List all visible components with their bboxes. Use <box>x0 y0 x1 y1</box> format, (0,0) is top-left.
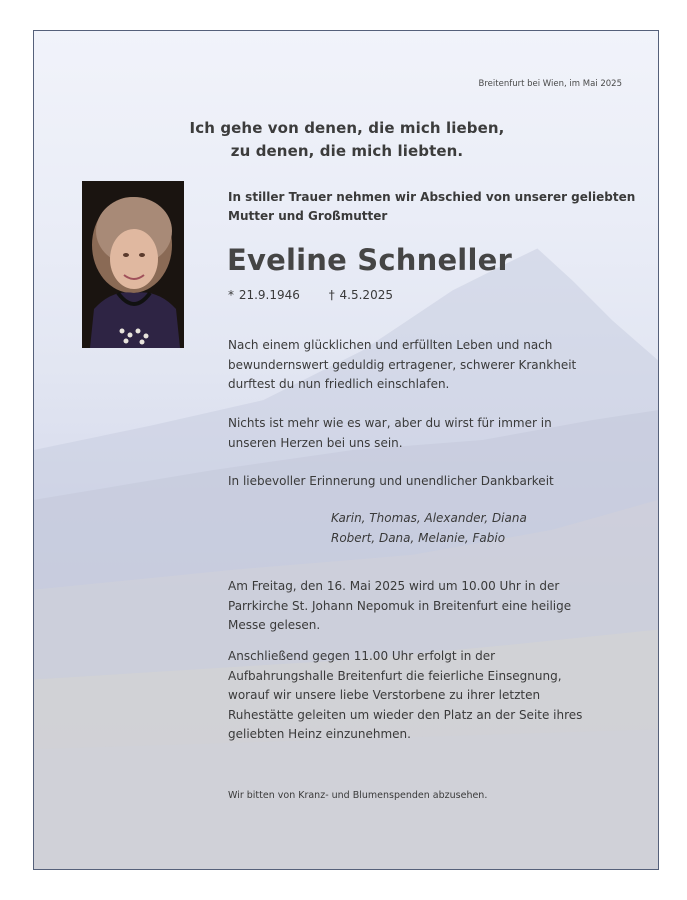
family-line: Robert, Dana, Melanie, Fabio <box>331 531 506 545</box>
paragraph-gratitude: In liebevoller Erinnerung und unendlicher Dankbarkeit <box>228 474 554 488</box>
intro-line: In stiller Trauer nehmen wir Abschied von unserer geliebten <box>228 190 636 204</box>
motto-line: zu denen, die mich liebten. <box>230 142 464 160</box>
intro-line: Mutter und Großmutter <box>228 209 388 223</box>
text-line: Nichts ist mehr wie es war, aber du wirst für immer in <box>228 416 552 430</box>
text-line: durftest du nun friedlich einschlafen. <box>228 377 450 391</box>
family-line: Karin, Thomas, Alexander, Diana <box>331 511 527 525</box>
paragraph-life <box>228 336 648 395</box>
deceased-name: Eveline Schneller <box>227 243 512 277</box>
obituary-notice <box>33 30 659 870</box>
text-line: Messe gelesen. <box>228 618 321 632</box>
text-line: bewundernswert geduldig ertragener, schwerer Krankheit <box>228 357 577 372</box>
text-line: Am Freitag, den 16. Mai 2025 wird um 10.00 Uhr in der <box>228 579 560 593</box>
death-date: † 4.5.2025 <box>328 288 393 302</box>
intro-text <box>228 188 648 226</box>
text-line: Parrkirche St. Johann Nepomuk in Breitenfurt eine heilige <box>228 598 572 613</box>
paragraph-mass <box>228 577 648 636</box>
paragraph-memory <box>228 414 648 453</box>
text-line: Ruhestätte geleiten um wieder den Platz an der Seite ihres <box>228 707 583 722</box>
family-names <box>331 508 527 548</box>
motto <box>34 117 659 163</box>
text-line: worauf wir unsere liebe Verstorbene zu ihrer letzten <box>228 688 541 702</box>
text-line: unseren Herzen bei uns sein. <box>228 435 403 450</box>
text-line: Anschließend gegen 11.00 Uhr erfolgt in der <box>228 649 496 663</box>
portrait-image <box>82 181 184 348</box>
motto-line: Ich gehe von denen, die mich lieben, <box>189 119 505 137</box>
text-line: Aufbahrungshalle Breitenfurt die feierliche Einsegnung, <box>228 668 562 683</box>
portrait-photo <box>82 181 184 348</box>
paragraph-funeral <box>228 647 648 745</box>
text-line: geliebten Heinz einzunehmen. <box>228 727 411 741</box>
closing-note: Wir bitten von Kranz- und Blumenspenden abzusehen. <box>228 790 488 801</box>
text-line: Nach einem glücklichen und erfüllten Leben und nach <box>228 338 553 352</box>
place-and-date: Breitenfurt bei Wien, im Mai 2025 <box>478 79 622 89</box>
life-dates <box>228 288 393 302</box>
birth-date: * 21.9.1946 <box>228 288 300 302</box>
